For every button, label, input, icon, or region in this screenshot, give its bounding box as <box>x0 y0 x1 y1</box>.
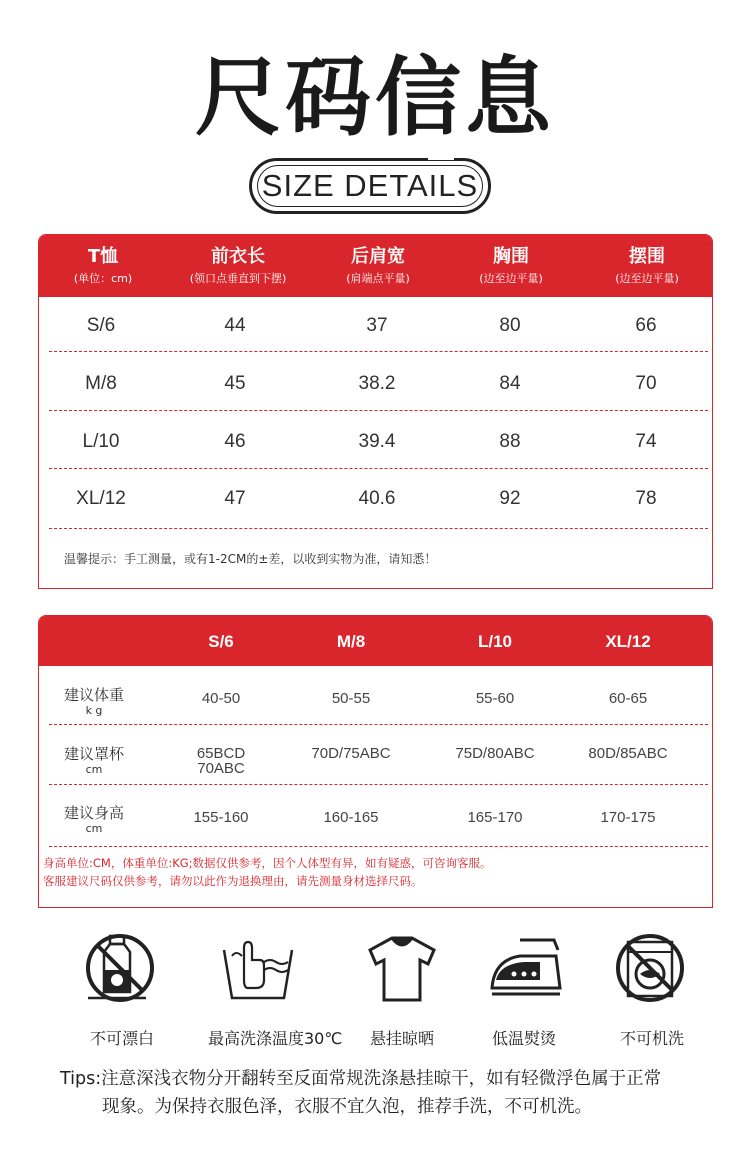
care-label: 最高洗涤温度30℃ <box>208 1029 343 1048</box>
column-header: XL/12 <box>605 632 651 651</box>
row-divider <box>49 784 708 785</box>
column-header: S/6 <box>208 632 234 651</box>
disclaimer-line-2: 客服建议尺码仅供参考，请勿以此作为退换理由，请先测量身材选择尺码。 <box>43 874 423 888</box>
care-no-machine-wash <box>602 930 702 1049</box>
row-label: 建议罩杯 cm <box>63 745 124 776</box>
row-divider <box>49 468 708 469</box>
tips-line-1: Tips:注意深浅衣物分开翻转至反面常规洗涤悬挂晾干，如有轻微浮色属于正常 <box>60 1069 662 1089</box>
no-machine-wash-icon <box>612 930 692 1006</box>
care-no-bleach <box>72 930 172 1049</box>
size-table <box>38 234 713 589</box>
measurement-note: 温馨提示：手工测量，或有1-2CM的±差，以收到实物为准，请知悉！ <box>64 552 437 566</box>
no-bleach-icon <box>82 930 162 1006</box>
table-row: XL/12 47 40.6 92 78 <box>76 488 657 509</box>
size-details-label: SIZE DETAILS <box>257 165 483 207</box>
care-label: 低温熨烫 <box>491 1029 556 1048</box>
table-row: M/8 45 38.2 84 70 <box>85 373 657 394</box>
recommend-table: S/6 M/8 L/10 XL/12 建议体重 k g 40-50 50-55 55-60 60-65 建议罩杯 cm 65BCD 70ABC 70D/75ABC 75D/80ABC 80D/85ABC 建议身高 cm 155-160 160-165 165-170 170-175 身高单位:CM，体重单位:KG;数据仅供参考，因个人体型有异，如有疑惑，可咨询客服。 客服建议尺码仅供参考，请勿以此作为退换理由，请先测量身材选择尺码。 <box>38 615 713 908</box>
wash-30-icon <box>218 930 298 1006</box>
care-label: 悬挂晾晒 <box>369 1029 434 1048</box>
care-tips <box>60 1065 720 1121</box>
row-divider <box>49 528 708 529</box>
care-label: 不可漂白 <box>89 1029 154 1048</box>
column-header: 摆围 (边至边平量) <box>615 246 679 285</box>
low-iron-icon <box>484 930 564 1006</box>
page-title: 尺码信息 <box>195 48 555 148</box>
size-table-header <box>39 235 712 297</box>
row-label: 建议体重 k g <box>63 686 124 717</box>
column-header: M/8 <box>336 632 366 651</box>
column-header: 后肩宽 (肩端点平量) <box>346 246 410 285</box>
table-row: L/10 46 39.4 88 74 <box>82 431 657 452</box>
care-label: 不可机洗 <box>619 1029 684 1048</box>
hang-dry-icon <box>362 930 442 1006</box>
column-header: T恤 (单位：cm) <box>73 246 133 285</box>
column-header: L/10 <box>477 632 513 651</box>
care-low-iron <box>474 930 574 1049</box>
size-details-badge <box>249 158 491 214</box>
care-hang-dry <box>352 930 452 1049</box>
table-row: S/6 44 37 80 66 <box>86 315 657 336</box>
recommend-table-header <box>39 616 712 666</box>
care-wash-30 <box>208 930 343 1049</box>
column-header: 胸围 (边至边平量) <box>479 246 543 285</box>
disclaimer-line-1: 身高单位:CM，体重单位:KG;数据仅供参考，因个人体型有异，如有疑惑，可咨询客服。 <box>43 856 492 870</box>
row-divider <box>49 846 708 847</box>
tips-line-2: 现象。为保持衣服色泽，衣服不宜久泡，推荐手洗，不可机洗。 <box>102 1097 592 1117</box>
row-label: 建议身高 cm <box>63 804 124 835</box>
row-divider <box>49 724 708 725</box>
row-divider <box>49 351 708 352</box>
row-divider <box>49 410 708 411</box>
column-header: 前衣长 (领口点垂直到下摆) <box>189 246 287 285</box>
badge-notch <box>428 152 454 160</box>
